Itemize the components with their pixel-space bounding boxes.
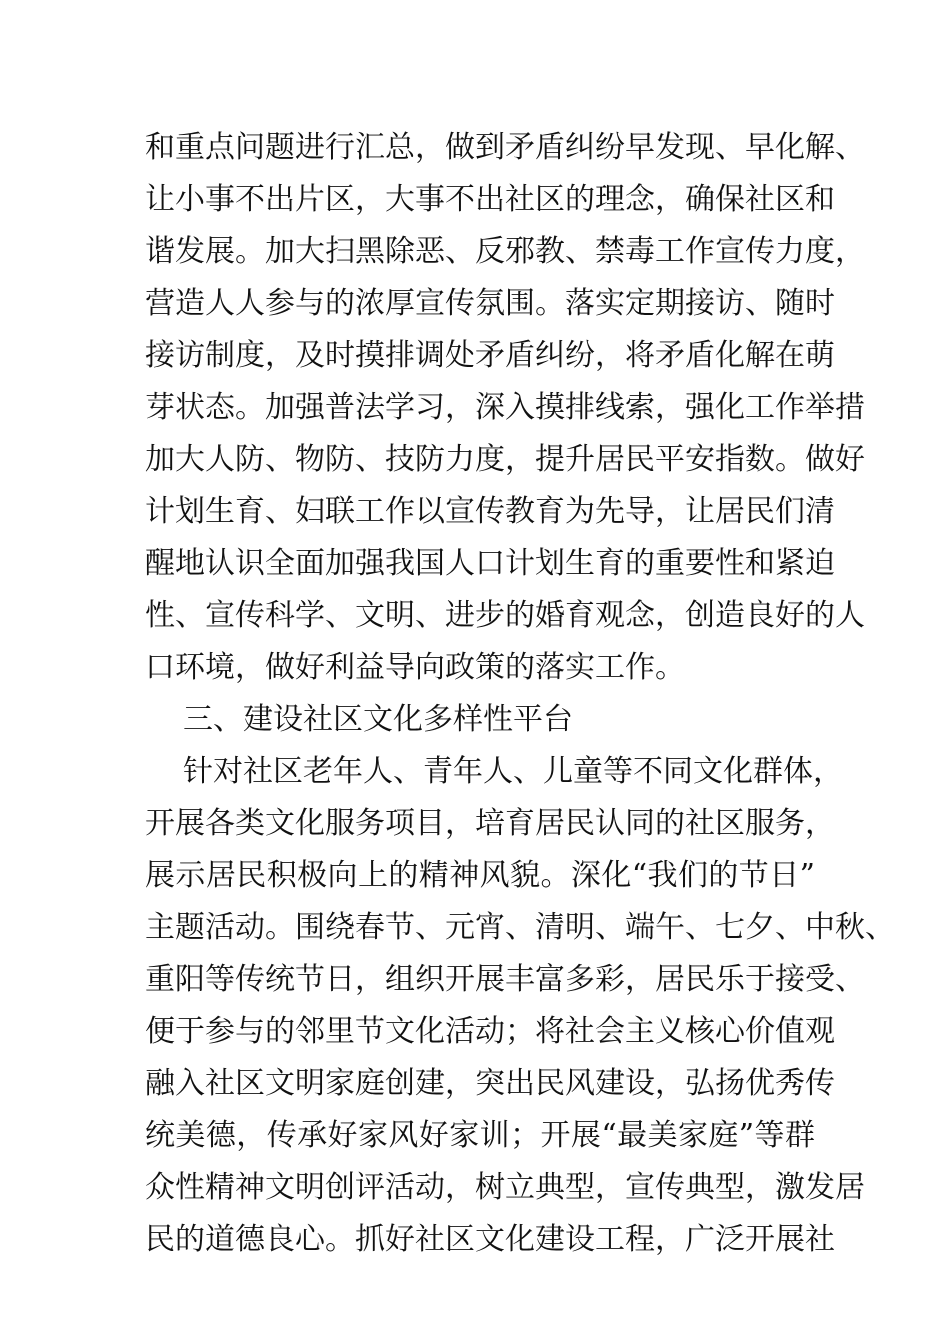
- text-line: 主题活动。围绕春节、元宵、清明、端午、七夕、中秋、: [145, 910, 895, 945]
- text-line: 融入社区文明家庭创建，突出民风建设，弘扬优秀传: [145, 1066, 835, 1101]
- text-line: 和重点问题进行汇总，做到矛盾纠纷早发现、早化解、: [145, 130, 865, 165]
- text-line: 民的道德良心。抓好社区文化建设工程，广泛开展社: [145, 1222, 835, 1257]
- text-line: 开展各类文化服务项目，培育居民认同的社区服务，: [145, 806, 835, 841]
- text-line: 重阳等传统节日，组织开展丰富多彩，居民乐于接受、: [145, 962, 865, 997]
- text-line: 加大人防、物防、技防力度，提升居民平安指数。做好: [145, 442, 865, 477]
- text-line: 针对社区老年人、青年人、儿童等不同文化群体，: [183, 754, 843, 789]
- text-line: 便于参与的邻里节文化活动；将社会主义核心价值观: [145, 1014, 835, 1049]
- text-line: 计划生育、妇联工作以宣传教育为先导，让居民们清: [145, 494, 835, 529]
- section-heading: 三、建设社区文化多样性平台: [183, 702, 573, 737]
- text-line: 统美德，传承好家风好家训；开展“最美家庭”等群: [145, 1118, 815, 1153]
- text-line: 展示居民积极向上的精神风貌。深化“我们的节日”: [145, 858, 815, 893]
- text-line: 醒地认识全面加强我国人口计划生育的重要性和紧迫: [145, 546, 835, 581]
- text-line: 芽状态。加强普法学习，深入摸排线索，强化工作举措: [145, 390, 865, 425]
- text-line: 让小事不出片区，大事不出社区的理念，确保社区和: [145, 182, 835, 217]
- text-line: 众性精神文明创评活动，树立典型，宣传典型，激发居: [145, 1170, 865, 1205]
- text-line: 性、宣传科学、文明、进步的婚育观念，创造良好的人: [145, 598, 865, 633]
- text-line: 营造人人参与的浓厚宣传氛围。落实定期接访、随时: [145, 286, 835, 321]
- text-line: 口环境，做好利益导向政策的落实工作。: [145, 650, 685, 685]
- text-line: 谐发展。加大扫黑除恶、反邪教、禁毒工作宣传力度，: [145, 234, 865, 269]
- text-line: 接访制度，及时摸排调处矛盾纠纷，将矛盾化解在萌: [145, 338, 835, 373]
